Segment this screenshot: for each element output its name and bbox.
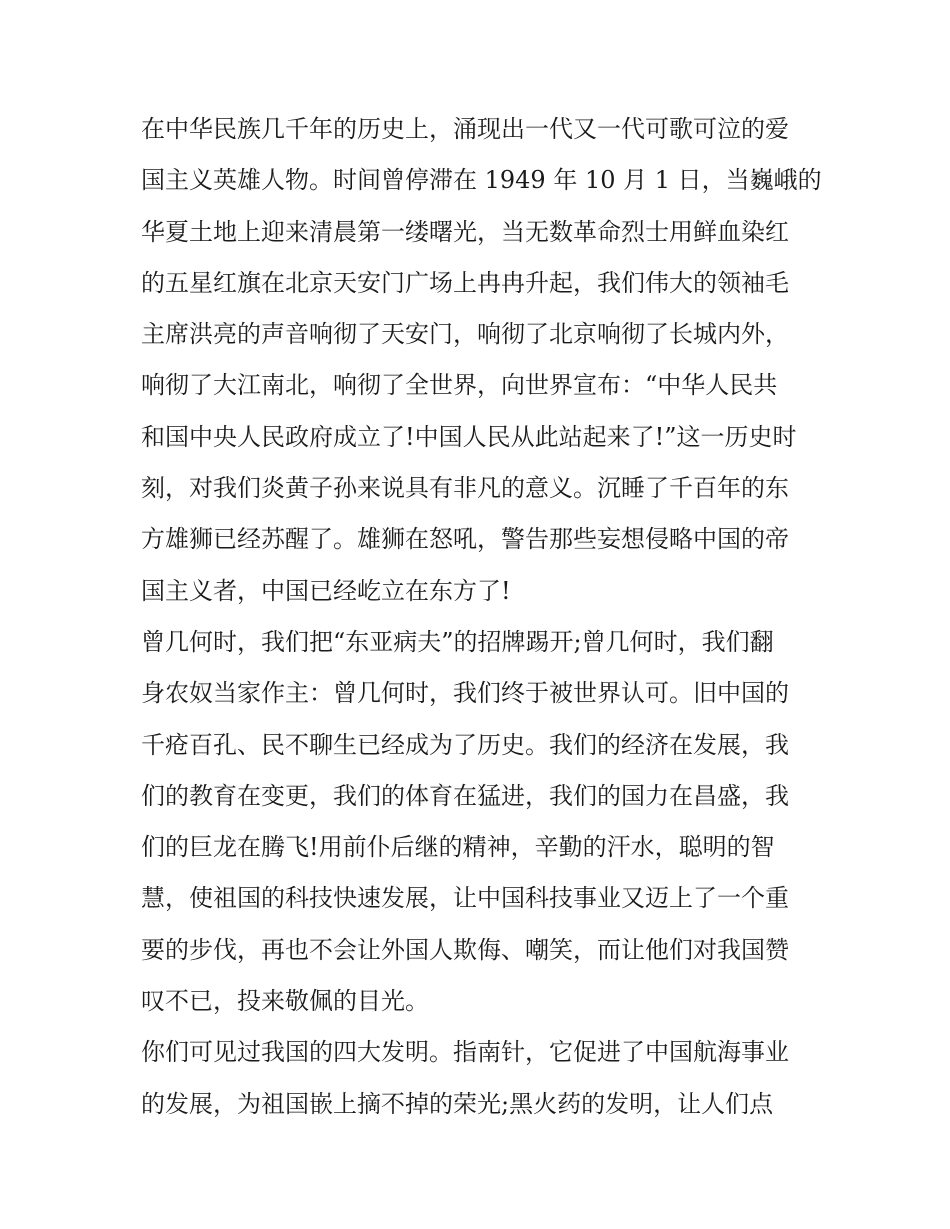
text-line: 的五星红旗在北京天安门广场上冉冉升起，我们伟大的领袖毛	[141, 268, 789, 297]
text-line: 响彻了大江南北，响彻了全世界，向世界宣布：“中华人民共	[141, 371, 778, 400]
text-line: 方雄狮已经苏醒了。雄狮在怒吼，警告那些妄想侵略中国的帝	[141, 525, 789, 554]
paragraph-1	[141, 104, 822, 617]
text-line: 叹不已，投来敬佩的目光。	[141, 987, 429, 1016]
text-line: 的发展，为祖国嵌上摘不掉的荣光;黑火药的发明，让人们点	[141, 1089, 774, 1118]
text-line: 华夏土地上迎来清晨第一缕曙光，当无数革命烈士用鲜血染红	[141, 217, 789, 246]
text-line: 们的巨龙在腾飞!用前仆后继的精神，辛勤的汗水，聪明的智	[141, 833, 775, 862]
document-body	[141, 104, 822, 1130]
text-line: 要的步伐，再也不会让外国人欺侮、嘲笑，而让他们对我国赞	[141, 935, 789, 964]
text-line: 你们可见过我国的四大发明。指南针，它促进了中国航海事业	[141, 1038, 789, 1067]
text-line: 在中华民族几千年的历史上，涌现出一代又一代可歌可泣的爱	[141, 115, 789, 143]
text-line: 们的教育在变更，我们的体育在猛进，我们的国力在昌盛，我	[141, 781, 789, 810]
text-line: 国主义者，中国已经屹立在东方了!	[141, 576, 511, 605]
text-line: 身农奴当家作主：曾几何时，我们终于被世界认可。旧中国的	[141, 679, 789, 708]
text-line: 千疮百孔、民不聊生已经成为了历史。我们的经济在发展，我	[141, 730, 789, 759]
text-line: 主席洪亮的声音响彻了天安门，响彻了北京响彻了长城内外，	[141, 320, 789, 349]
text-line: 国主义英雄人物。时间曾停滞在 1949 年 10 月 1 日，当巍峨的	[141, 166, 822, 195]
paragraph-3	[141, 1027, 813, 1130]
paragraph-2	[141, 617, 813, 1027]
text-line: 刻，对我们炎黄子孙来说具有非凡的意义。沉睡了千百年的东	[141, 474, 789, 503]
text-line: 慧，使祖国的科技快速发展，让中国科技事业又迈上了一个重	[141, 884, 789, 913]
text-line: 和国中央人民政府成立了!中国人民从此站起来了!”这一历史时	[141, 422, 797, 451]
text-line: 曾几何时，我们把“东亚病夫”的招牌踢开;曾几何时，我们翻	[141, 627, 774, 656]
